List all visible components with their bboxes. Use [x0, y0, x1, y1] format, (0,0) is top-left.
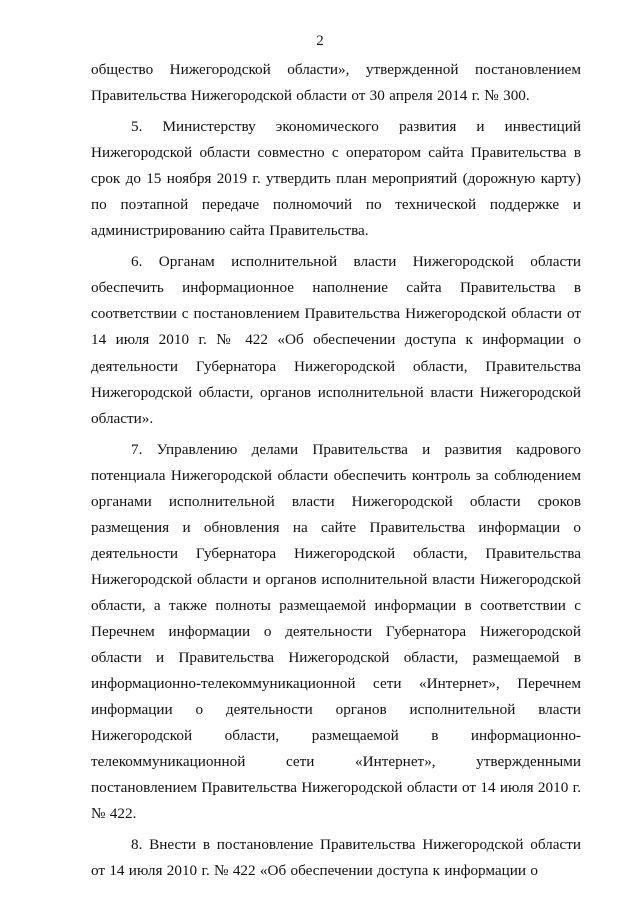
paragraph-item-5: 5. Министерству экономического развития и инвестиций Нижегородской области совместно с оператором сайта Правительства в срок до 15 ноября 2019 г. утвердить план мероприятий (дорожную карту) по поэтапной передаче полномочий по технической поддержке и администрированию сайта Правительства. [91, 118, 581, 240]
paragraph-item-8: 8. Внести в постановление Правительства Нижегородской области от 14 июля 2010 г. № 422 «Об обеспечении доступа к информации о [91, 836, 581, 880]
paragraph-item-6: 6. Органам исполнительной власти Нижегородской области обеспечить информационное наполнение сайта Правительства в соответствии с постановлением Правительства Нижегородской области от 14 июля 2010 г. № 422 «Об обеспечении доступа к информации о деятельности Губернатора Нижегородской области, Правительства Нижегородской области, органов исполнительной власти Нижегородской области». [91, 253, 581, 427]
document-body [91, 57, 581, 884]
page-number: 2 [316, 33, 324, 49]
paragraph-item-7: 7. Управлению делами Правительства и развития кадрового потенциала Нижегородской области обеспечить контроль за соблюдением органами исполнительной власти Нижегородской области сроков размещения и обновления на сайте Правительства информации о деятельности Губернатора Нижегородской области, Правительства Нижегородской области и органов исполнительной власти Нижегородской области, а также полноты размещаемой информации в соответствии с Перечнем информации о деятельности Губернатора Нижегородской области и Правительства Нижегородской области, размещаемой в информационно-телекоммуникационной сети «Интернет», Перечнем информации о деятельности органов исполнительной власти Нижегородской области, размещаемой в информационно-телекоммуникационной сети «Интернет», утвержденными постановлением Правительства Нижегородской области от 14 июля 2010 г. № 422. [91, 440, 581, 823]
paragraph-continuation: общество Нижегородской области», утвержденной постановлением Правительства Нижегородской области от 30 апреля 2014 г. № 300. [91, 61, 581, 105]
